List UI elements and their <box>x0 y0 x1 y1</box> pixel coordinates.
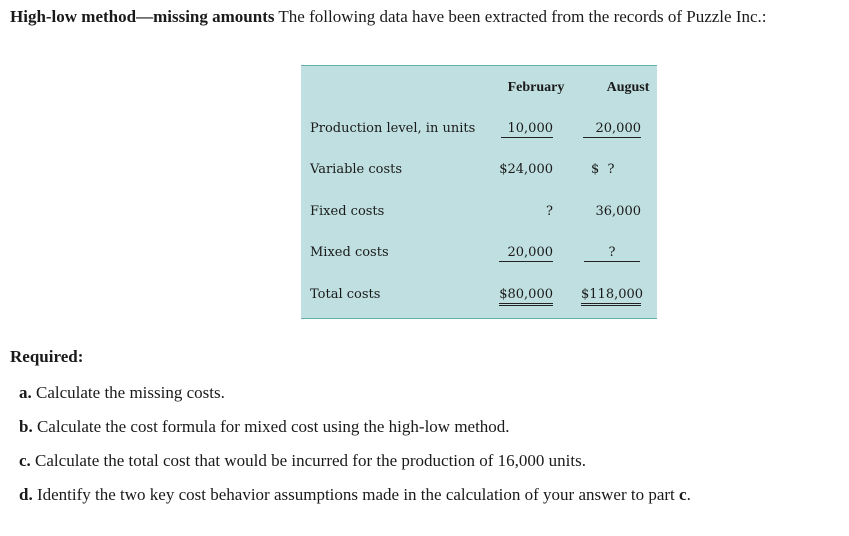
cell-mixed-february: 20,000 <box>497 245 553 262</box>
cell-production-february: 10,000 <box>497 121 553 138</box>
cell-variable-february: $24,000 <box>499 162 553 177</box>
row-label-variable-costs: Variable costs <box>310 162 403 177</box>
cell-fixed-august: 36,000 <box>595 204 641 219</box>
row-label-total-costs: Total costs <box>310 287 381 302</box>
column-header-february: February <box>507 80 565 95</box>
row-label-fixed-costs: Fixed costs <box>310 204 385 219</box>
cell-mixed-august: ? <box>583 245 641 262</box>
cell-variable-august: $ ? <box>591 162 615 177</box>
cell-production-august: 20,000 <box>581 121 641 138</box>
cell-fixed-february: ? <box>546 204 553 219</box>
required-item-c: c. Calculate the total cost that would be incurred for the production of 16,000 units. <box>19 451 586 470</box>
column-header-august: August <box>606 80 650 95</box>
cell-total-august: $118,000 <box>581 287 641 306</box>
problem-intro: The following data have been extracted from the records of Puzzle Inc.: <box>274 7 767 26</box>
required-title: Required: <box>10 347 84 366</box>
required-item-a: a. Calculate the missing costs. <box>19 383 225 402</box>
required-item-b: b. Calculate the cost formula for mixed cost using the high-low method. <box>19 417 510 436</box>
cell-total-february: $80,000 <box>497 287 553 306</box>
row-label-production-level: Production level, in units <box>310 121 476 136</box>
row-label-mixed-costs: Mixed costs <box>310 245 389 260</box>
required-item-d: d. Identify the two key cost behavior assumptions made in the calculation of your answer to part c. <box>19 485 691 504</box>
problem-heading <box>10 6 845 28</box>
data-table <box>301 65 657 319</box>
problem-title: High-low method—missing amounts <box>10 7 275 26</box>
